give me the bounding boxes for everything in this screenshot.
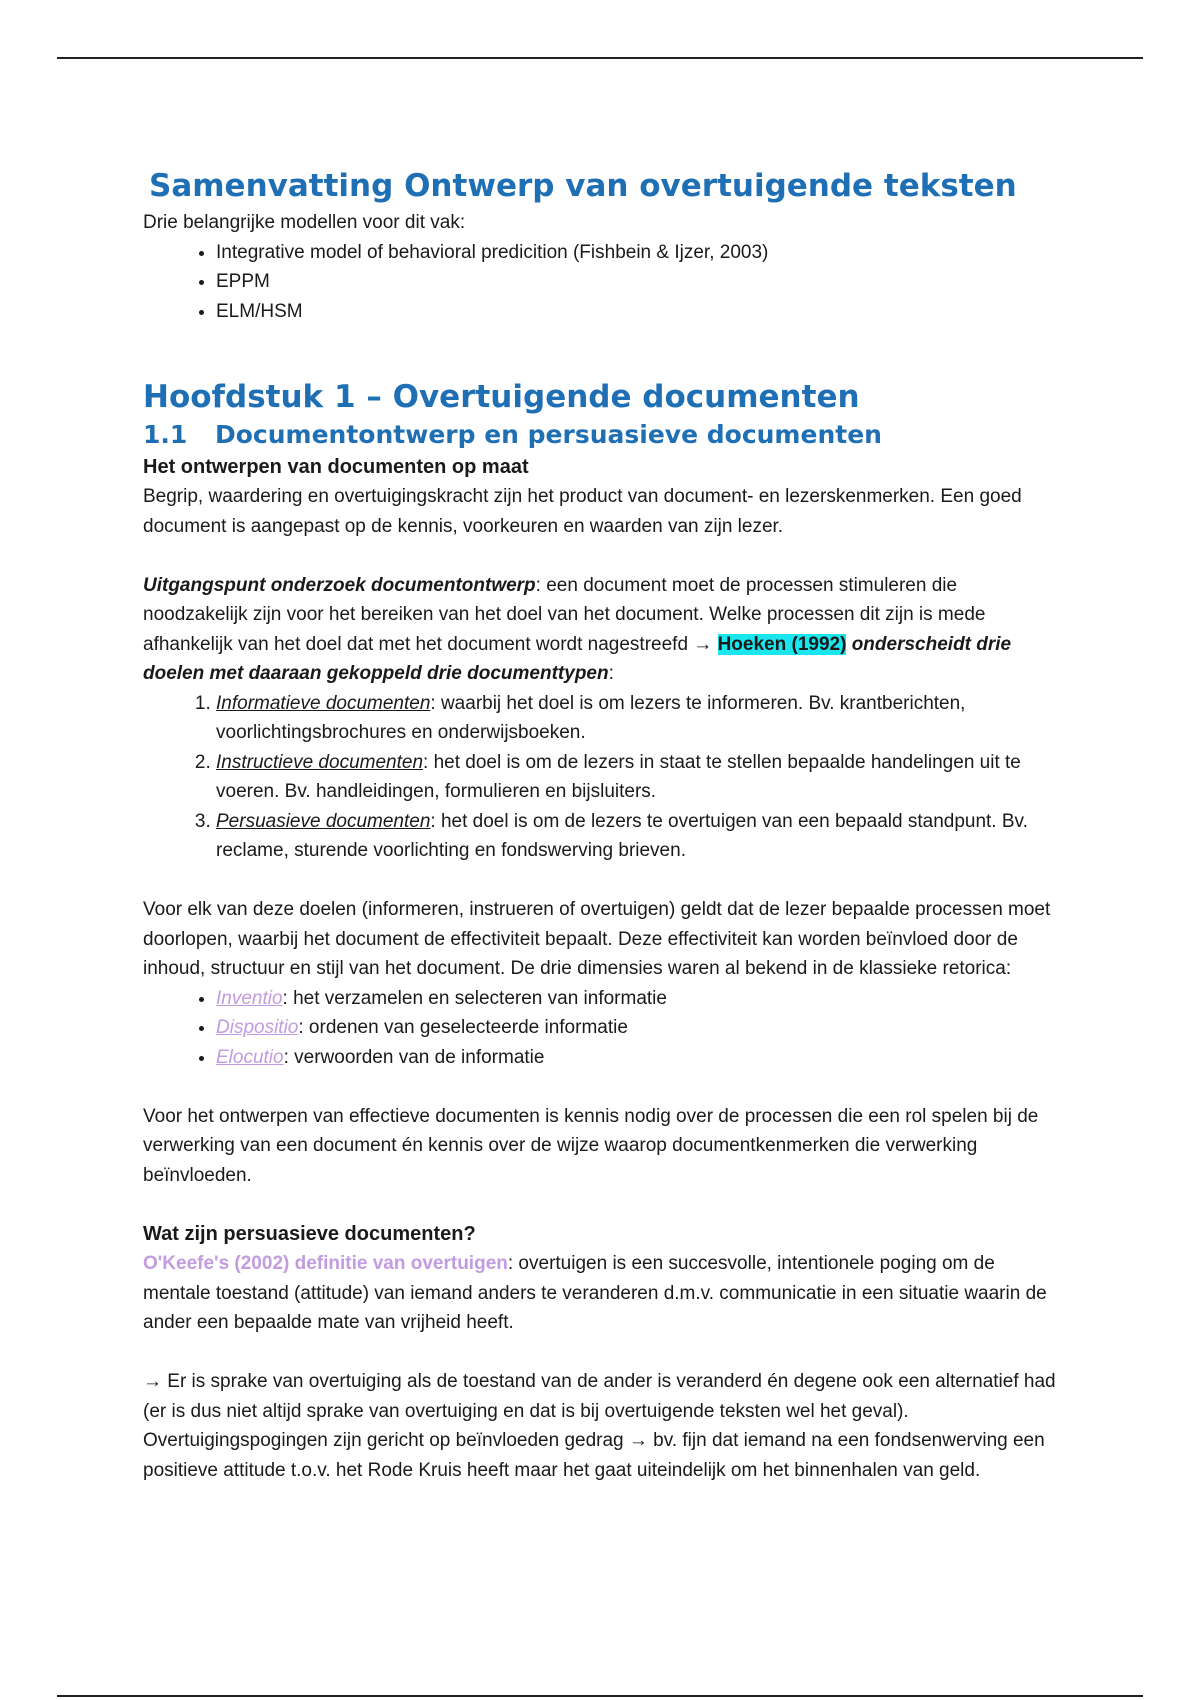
footer-rule	[57, 1695, 1143, 1697]
list-item: 2. Instructieve documenten: het doel is om de lezers in staat te stellen bepaalde handelingen uit te voeren. Bv. handleidingen, formulieren en bijsluiters.	[216, 748, 1058, 807]
list-item: 3. Persuasieve documenten: het doel is om de lezers te overtuigen van een bepaald standpunt. Bv. reclame, sturende voorlichting en fondswerving brieven.	[216, 807, 1058, 866]
list-item: • Dispositio: ordenen van geselecteerde informatie	[216, 1013, 1058, 1043]
list-item: • Integrative model of behavioral predicition (Fishbein & Ijzer, 2003)	[216, 238, 1058, 268]
chapter-heading: Hoofdstuk 1 – Overtuigende documenten	[143, 379, 860, 415]
document-types-list	[143, 689, 1058, 866]
models-list	[143, 238, 1058, 327]
term: Instructieve documenten	[216, 751, 424, 773]
section-title: Documentontwerp en persuasieve documenten	[215, 420, 882, 449]
list-item: • EPPM	[216, 267, 1058, 297]
term: Informatieve documenten	[216, 692, 431, 714]
subheading-persuasieve-documenten: Wat zijn persuasieve documenten?	[143, 1223, 476, 1245]
term: Persuasieve documenten	[216, 810, 431, 832]
paragraph: O'Keefe's (2002) definitie van overtuigen: overtuigen is een succesvolle, intentionele poging om de mentale toestand (attitude) van iemand anders te veranderen d.m.v. communicatie in een situatie waarin de ander een bepaalde mate van vrijheid heeft.	[143, 1253, 1047, 1333]
paragraph: Uitgangspunt onderzoek documentontwerp: een document moet de processen stimuleren die noodzakelijk zijn voor het bereiken van het doel van het document. Welke processen dit zijn is mede afhankelijk van het doel dat met het document wordt nagestreefd → Hoeken (1992) onderscheidt drie doelen met daaraan gekoppeld drie documenttypen:	[143, 574, 1012, 684]
definition-term: O'Keefe's (2002) definitie van overtuigen	[143, 1253, 508, 1274]
term-link[interactable]: Elocutio	[216, 1046, 284, 1068]
header-rule	[57, 57, 1143, 59]
paragraph: Voor elk van deze doelen (informeren, instrueren of overtuigen) geldt dat de lezer bepaalde processen moet doorlopen, waarbij het document de effectiviteit bepaalt. Deze effectiviteit kan worden beïnvloed door de inhoud, structuur en stijl van het document. De drie dimensies waren al bekend in de klassieke retorica:	[143, 899, 1051, 979]
paragraph: Voor het ontwerpen van effectieve documenten is kennis nodig over de processen die een rol spelen bij de verwerking van een document én kennis over de wijze waarop documentkenmerken die verwerking beïnvloeden.	[143, 1105, 1039, 1186]
document-body	[143, 160, 1058, 1485]
list-item: 1. Informatieve documenten: waarbij het doel is om lezers te informeren. Bv. krantberichten, voorlichtingsbrochures en onderwijsboeken.	[216, 689, 1058, 748]
intro-text: Drie belangrijke modellen voor dit vak:	[143, 212, 466, 233]
list-item: • Inventio: het verzamelen en selecteren van informatie	[216, 984, 1058, 1014]
term: Uitgangspunt onderzoek documentontwerp	[143, 574, 536, 596]
paragraph: Begrip, waardering en overtuigingskracht zijn het product van document- en lezerskenmerken. Een goed document is aangepast op de kennis, voorkeuren en waarden van zijn lezer.	[143, 486, 1022, 537]
term-link[interactable]: Inventio	[216, 987, 283, 1009]
dimensions-list	[143, 984, 1058, 1073]
subheading-documenten-op-maat: Het ontwerpen van documenten op maat	[143, 456, 529, 478]
list-item: • Elocutio: verwoorden van de informatie	[216, 1043, 1058, 1073]
document-title: Samenvatting Ontwerp van overtuigende teksten	[149, 168, 1017, 204]
list-item: • ELM/HSM	[216, 297, 1058, 327]
paragraph: → Er is sprake van overtuiging als de toestand van de ander is veranderd én degene ook een alternatief had (er is dus niet altijd sprake van overtuiging en dat is bij overtuigende teksten wel het geval). Overtuigingspogingen zijn gericht op beïnvloeden gedrag → bv. fijn dat iemand na een fondsenwerving een positieve attitude t.o.v. het Rode Kruis heeft maar het gaat uiteindelijk om het binnenhalen van geld.	[143, 1371, 1056, 1481]
section-number: 1.1	[143, 420, 188, 449]
section-heading	[143, 418, 1058, 452]
term-link[interactable]: Dispositio	[216, 1017, 299, 1038]
highlighted-citation: Hoeken (1992)	[717, 633, 847, 655]
